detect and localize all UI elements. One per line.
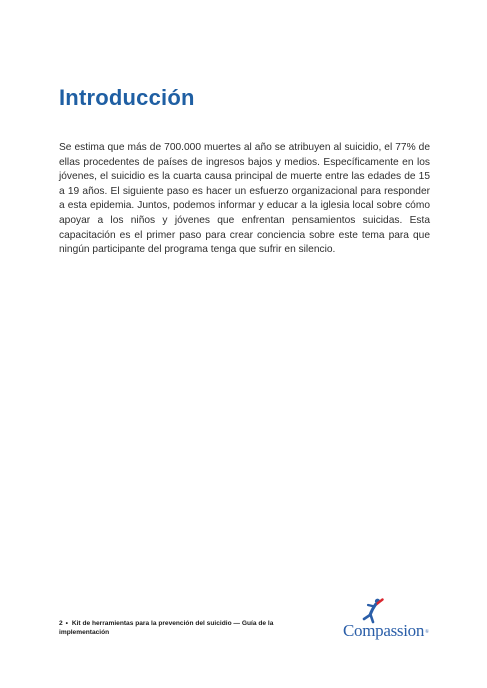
footer-document-title: Kit de herramientas para la prevención del suicidio — Guía de la implementación (59, 620, 274, 636)
page-number: 2 (59, 620, 63, 627)
logo-wordmark (343, 621, 429, 641)
logo-wordmark-text: Compassion (343, 621, 425, 640)
page-title: Introducción (59, 85, 195, 110)
footer-bullet: • (65, 620, 68, 627)
introduction-paragraph: Se estima que más de 700.000 muertes al año se atribuyen al suicidio, el 77% de ellas procedentes de países de ingresos bajos y medios. Específicamente en los jóvenes, el suicidio es la cuarta causa principal de muerte entre las edades de 15 a 19 años. El siguiente paso es hacer un esfuerzo organizacional para responder a esta epidemia. Juntos, podemos informar y educar a la iglesia local sobre cómo apoyar a los niños y jóvenes que enfrentan pensamientos suicidas. Esta capacitación es el primer paso para crear conciencia sobre este tema para que ningún participante del programa tenga que sufrir en silencio. (59, 142, 430, 256)
logo-trademark: ® (425, 630, 429, 635)
compassion-logo (343, 598, 439, 644)
page-footer (59, 619, 309, 637)
